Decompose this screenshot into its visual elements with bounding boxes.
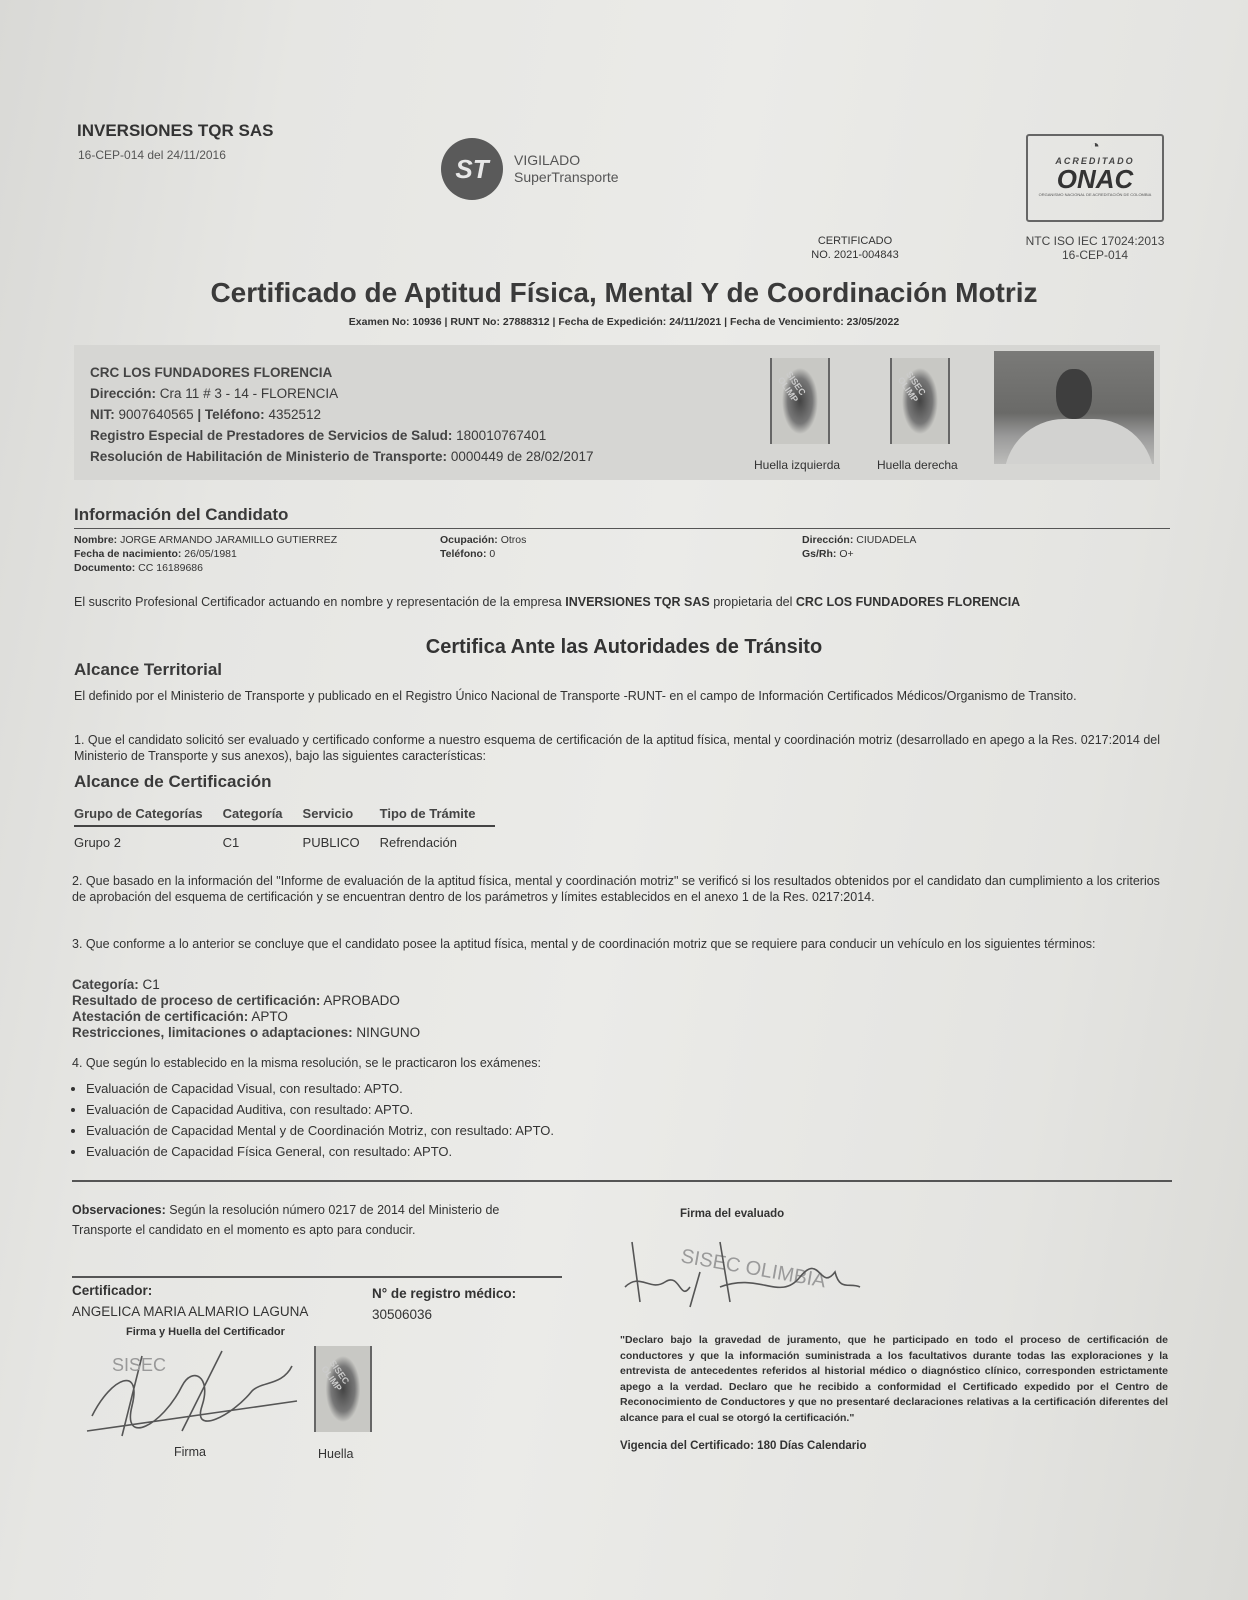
- point-3: 3. Que conforme a lo anterior se concluye que el candidato posee la aptitud física, mental y de coordinación motriz que se requiere para conducir un vehículo en los siguientes términos:: [72, 937, 1096, 951]
- center-nit: NIT: 9007640565 | Teléfono: 4352512: [90, 407, 321, 422]
- intro-paragraph: El suscrito Profesional Certificador actuando en nombre y representación de la empresa INVERSIONES TQR SAS propietaria del CRC LOS FUNDADORES FLORENCIA: [74, 595, 1021, 609]
- firma-huella-label: Firma y Huella del Certificador: [126, 1326, 285, 1338]
- ntc-code: 16-CEP-014: [1061, 248, 1129, 262]
- declaracion-text: "Declaro bajo la gravedad de juramento, que he participado en todo el proceso de certificación de conductores y que la información suministrada a los facultativos durante todas las exploraciones y la entrevista de antecedentes referidos al historial médico o diagnóstico clínico, corresponden estrictamente apego a la verdad. Declaro que he recibido a conformidad el Certificado expedido por el Centro de Reconocimiento de Conductores y que no presentaré declaraciones relativas a la certificación diferentes del alcance para el cual se otorgó la certificación.": [620, 1334, 1168, 1424]
- document-subtitle: Examen No: 10936 | RUNT No: 27888312 | Fecha de Expedición: 24/11/2021 | Fecha de Vencimiento: 23/05/2022: [348, 316, 900, 328]
- certifica-title: Certifica Ante las Autoridades de Tránsito: [425, 636, 823, 658]
- vigilado-line1: VIGILADO: [514, 152, 581, 168]
- huella-label: Huella: [318, 1447, 354, 1461]
- company-name: INVERSIONES TQR SAS: [77, 121, 274, 140]
- alcance-certificacion-title: Alcance de Certificación: [74, 772, 272, 791]
- candidate-divider: [74, 528, 1170, 529]
- alcance-table: [74, 806, 495, 850]
- candidate-nacimiento: Fecha de nacimiento: 26/05/1981: [74, 548, 237, 560]
- certificado-label: CERTIFICADO: [817, 235, 893, 247]
- certificador-fingerprint: SISEC OLIMP: [314, 1346, 372, 1432]
- point-2: 2. Que basado en la información del "Informe de evaluación de la aptitud física, mental y coordinación motriz" se verificó si los resultados obtenidos por el candidato dan cumplimiento a los criterios de aprobación del esquema de certificación y se encuentran dentro de los parámetros y límites establecidos en el anexo 1 de la Res. 0217:2014.: [72, 874, 1160, 904]
- candidate-section-title: Información del Candidato: [74, 505, 289, 524]
- ntc-line: NTC ISO IEC 17024:2013: [1025, 234, 1165, 248]
- onac-swirl-icon: ◔: [1090, 138, 1100, 155]
- certificate-number: [800, 234, 910, 262]
- supertransporte-logo: [441, 138, 503, 200]
- right-fingerprint-image: SISEC OLIMP: [890, 358, 950, 444]
- center-name: CRC LOS FUNDADORES FLORENCIA: [90, 365, 333, 380]
- left-fingerprint-image: SISEC OLIMP: [770, 358, 830, 444]
- candidate-col2: [440, 533, 526, 561]
- result-resultado: Resultado de proceso de certificación: APROBADO: [72, 993, 400, 1008]
- exam-list: [72, 1078, 554, 1162]
- list-item: • Evaluación de Capacidad Física General, con resultado: APTO.: [86, 1141, 554, 1162]
- alcance-territorial-title: Alcance Territorial: [74, 660, 223, 679]
- table-row: [74, 826, 495, 850]
- section-divider: [72, 1180, 1172, 1182]
- col-header: Servicio: [303, 806, 380, 826]
- certificador-stamp-text: SISEC: [112, 1355, 167, 1375]
- center-info: [90, 362, 593, 467]
- table-cell: C1: [222, 835, 240, 850]
- results-block: [72, 977, 420, 1041]
- onac-logo: [1026, 134, 1164, 222]
- registro-value: 30506036: [372, 1307, 433, 1322]
- candidate-gsrh: Gs/Rh: O+: [802, 548, 854, 560]
- firma-label: Firma: [174, 1445, 206, 1459]
- col-header: Tipo de Trámite: [380, 806, 496, 826]
- list-item: • Evaluación de Capacidad Visual, con resultado: APTO.: [86, 1078, 554, 1099]
- right-fingerprint-label: Huella derecha: [877, 458, 958, 472]
- result-categoria: Categoría: C1: [72, 977, 160, 992]
- st-logo-text: ST: [455, 153, 489, 184]
- certificador-signature: [82, 1346, 312, 1446]
- point-1: 1. Que el candidato solicitó ser evaluado y certificado conforme a nuestro esquema de certificación de la aptitud física, mental y coordinación motriz (desarrollado en apego a la Res. 0217:2014 del Ministerio de Transporte y sus anexos), bajo las siguientes características:: [74, 733, 1161, 763]
- table-cell: Grupo 2: [74, 835, 121, 850]
- left-fingerprint-label: Huella izquierda: [754, 458, 841, 472]
- table-cell: PUBLICO: [302, 835, 360, 850]
- candidate-direccion: Dirección: CIUDADELA: [802, 534, 917, 546]
- result-restricciones: Restricciones, limitaciones o adaptaciones: NINGUNO: [72, 1025, 421, 1040]
- observaciones: Observaciones: Según la resolución número 0217 de 2014 del Ministerio de Transporte el candidato en el momento es apto para conducir.: [72, 1203, 500, 1237]
- firma-evaluado-label: Firma del evaluado: [680, 1208, 785, 1220]
- ntc-standard: [1010, 234, 1180, 262]
- vigilado-text: [514, 152, 619, 186]
- vigilado-line2: SuperTransporte: [514, 169, 619, 185]
- center-direccion: Dirección: Cra 11 # 3 - 14 - FLORENCIA: [90, 386, 339, 401]
- candidate-telefono: Teléfono: 0: [440, 548, 496, 560]
- registro-block: [372, 1283, 516, 1325]
- certificado-no: NO. 2021-004843: [811, 249, 899, 261]
- registro-label: N° de registro médico:: [372, 1286, 517, 1301]
- company-code: 16-CEP-014 del 24/11/2016: [78, 148, 226, 162]
- list-item: • Evaluación de Capacidad Auditiva, con resultado: APTO.: [86, 1099, 554, 1120]
- evaluado-stamp-text: SISEC OLIMBIA: [679, 1245, 828, 1293]
- point-4: 4. Que según lo establecido en la misma resolución, se le practicaron los exámenes:: [72, 1056, 542, 1070]
- certificador-label: Certificador:: [72, 1283, 153, 1298]
- center-registro: Registro Especial de Prestadores de Servicios de Salud: 180010767401: [90, 428, 547, 443]
- candidate-ocupacion: Ocupación: Otros: [440, 534, 527, 546]
- candidate-documento: Documento: CC 16189686: [74, 562, 203, 574]
- certificador-name: ANGELICA MARIA ALMARIO LAGUNA: [72, 1304, 309, 1319]
- onac-acreditado: ACREDITADO: [1055, 156, 1135, 166]
- list-item: • Evaluación de Capacidad Mental y de Coordinación Motriz, con resultado: APTO.: [86, 1120, 554, 1141]
- alcance-territorial-text: El definido por el Ministerio de Transporte y publicado en el Registro Único Nacional de Transporte -RUNT- en el campo de Información Certificados Médicos/Organismo de Transito.: [74, 689, 1077, 703]
- onac-small: ORGANISMO NACIONAL DE ACREDITACIÓN DE COLOMBIA: [1038, 192, 1152, 197]
- document-title: Certificado de Aptitud Física, Mental Y de Coordinación Motriz: [210, 277, 1038, 308]
- certificador-divider: [72, 1276, 562, 1278]
- candidate-nombre: Nombre: JORGE ARMANDO JARAMILLO GUTIERREZ: [74, 534, 338, 546]
- vigencia-text: Vigencia del Certificado: 180 Días Calendario: [620, 1440, 867, 1452]
- candidate-col1: [74, 533, 337, 575]
- evaluado-signature: [620, 1232, 880, 1322]
- result-atestacion: Atestación de certificación: APTO: [72, 1009, 288, 1024]
- candidate-col3: [802, 533, 916, 561]
- col-header: Grupo de Categorías: [74, 806, 223, 826]
- center-resolucion: Resolución de Habilitación de Ministerio de Transporte: 0000449 de 28/02/2017: [90, 449, 594, 464]
- table-cell: Refrendación: [379, 835, 457, 850]
- onac-name: ONAC: [1056, 164, 1134, 194]
- candidate-photo: [994, 351, 1154, 464]
- col-header: Categoría: [223, 806, 303, 826]
- certificador-block: [72, 1280, 308, 1322]
